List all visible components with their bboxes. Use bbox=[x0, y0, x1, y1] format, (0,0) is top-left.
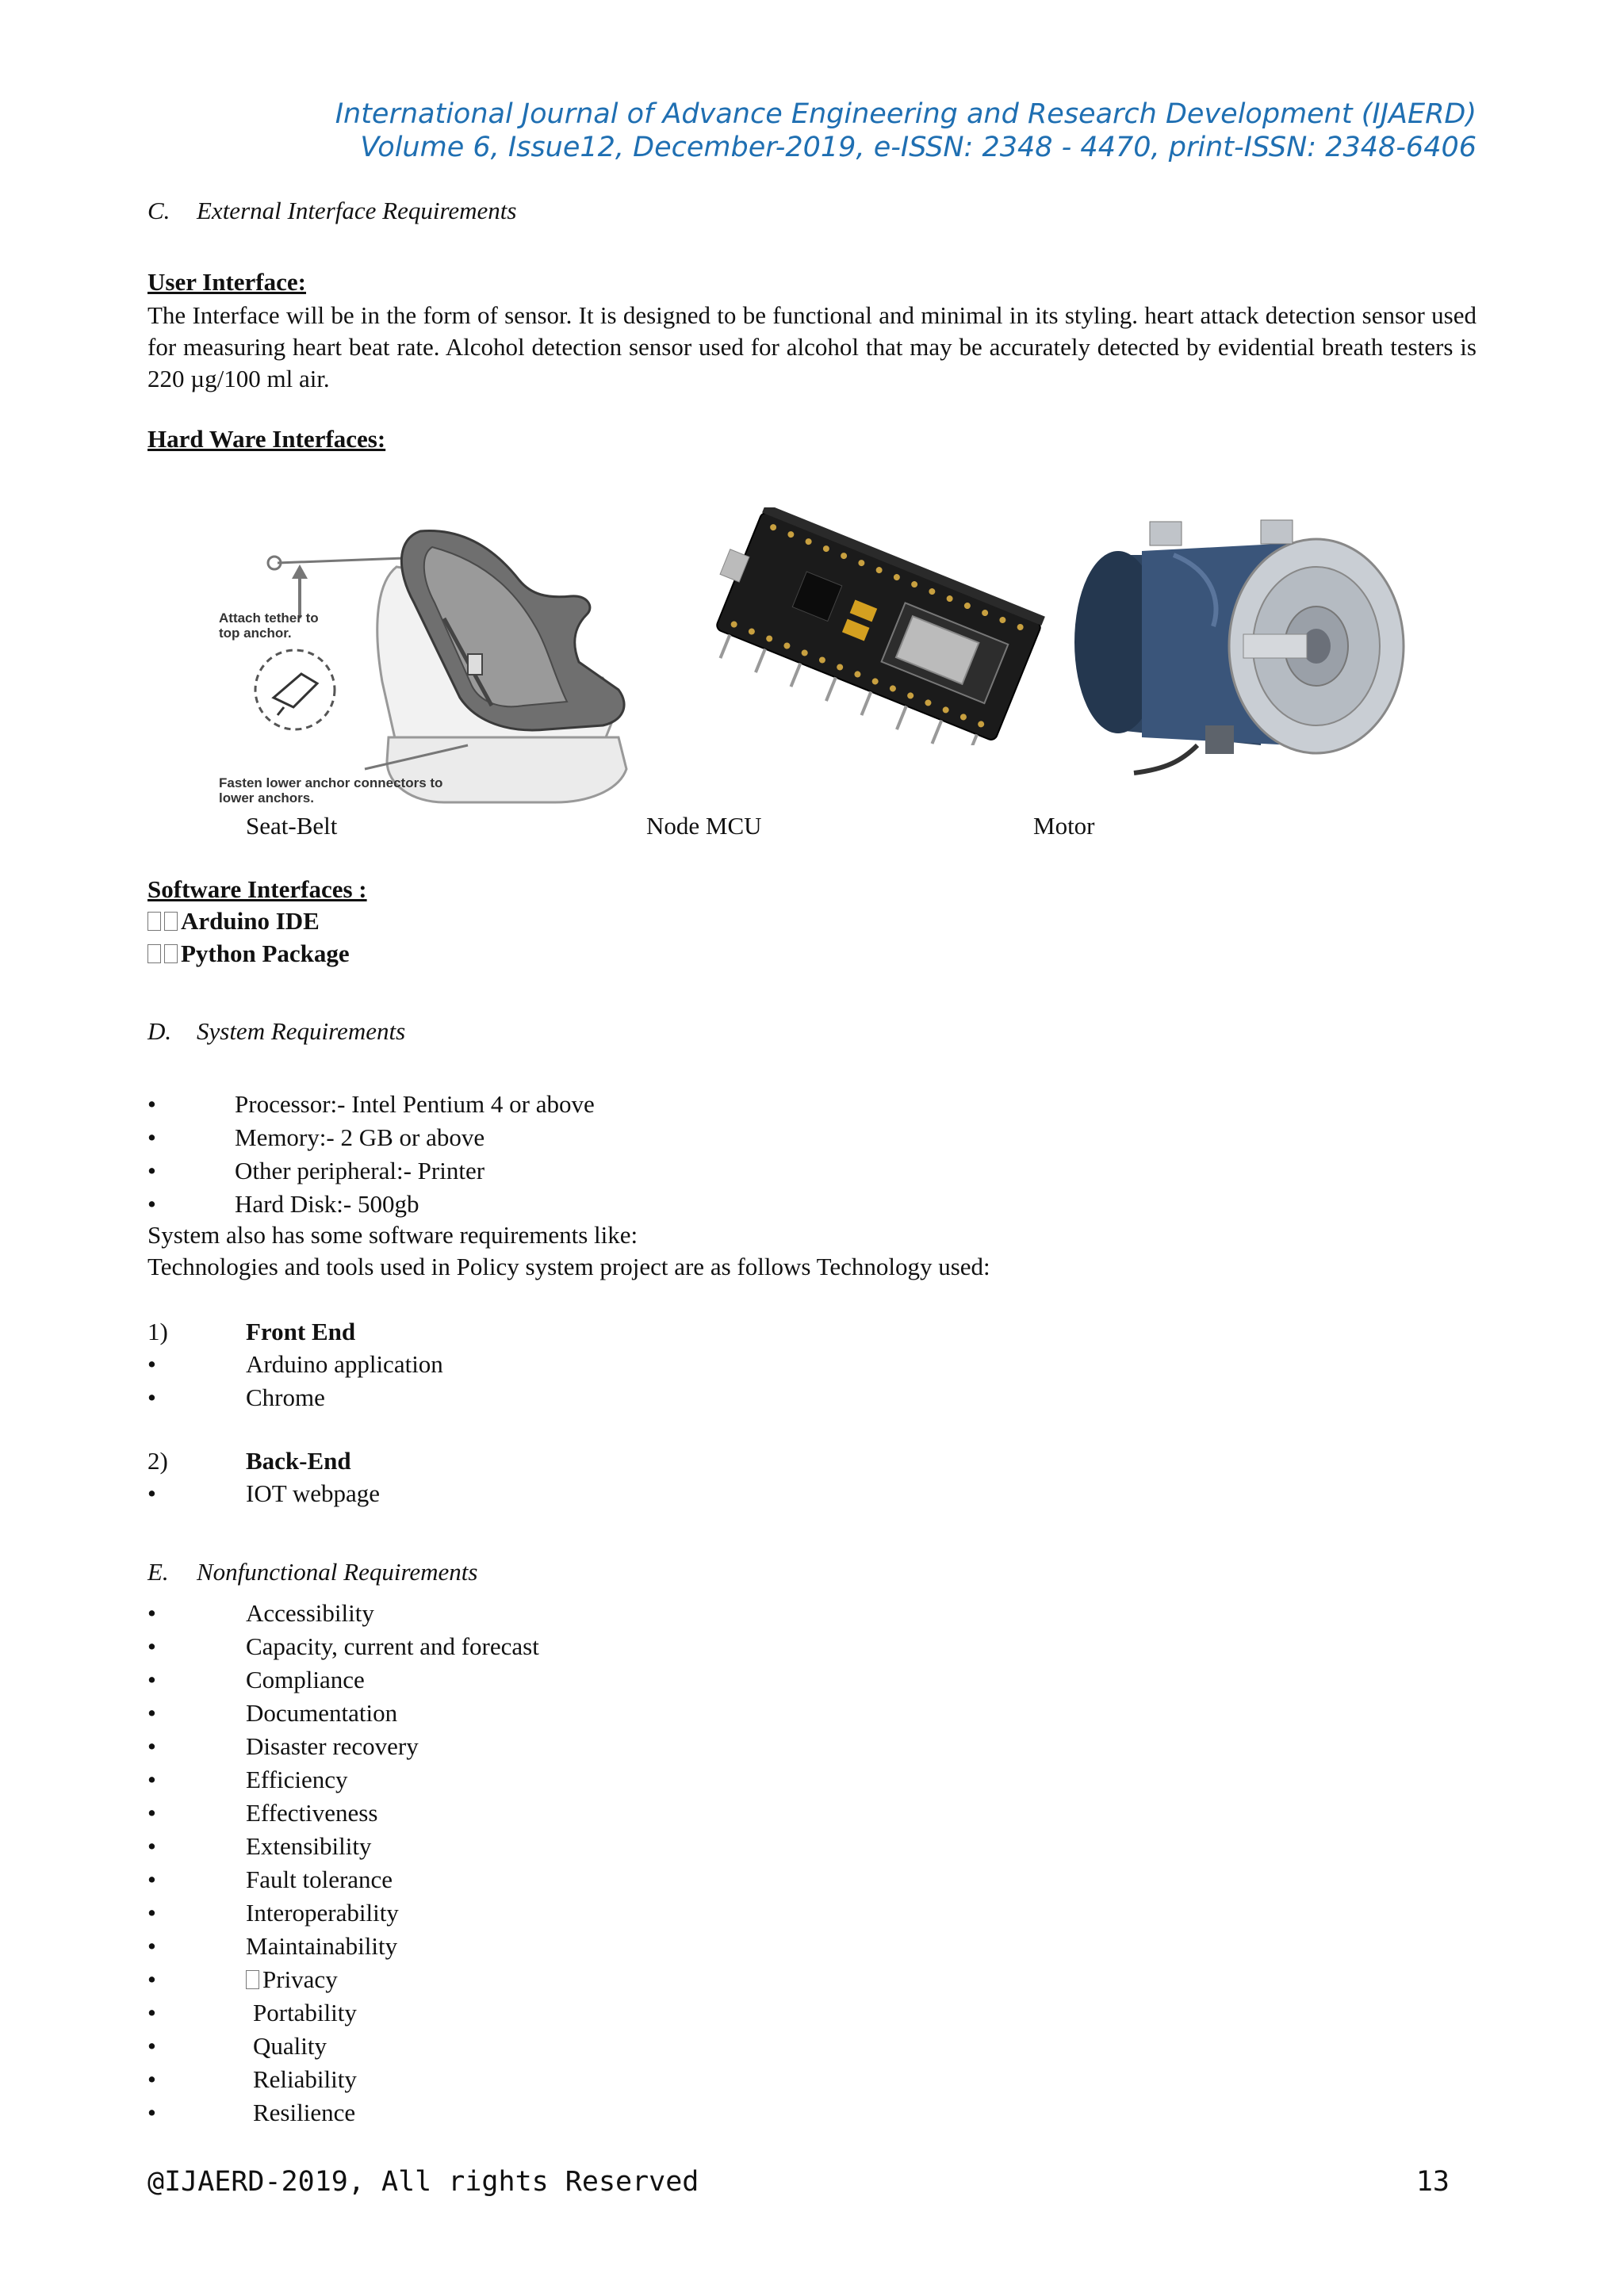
system-text-1: System also has some software requirements like: bbox=[147, 1221, 638, 1249]
list-item: • Disaster recovery bbox=[147, 1732, 419, 1760]
section-c-title: External Interface Requirements bbox=[197, 197, 517, 224]
missing-glyph-icon bbox=[246, 1970, 259, 1989]
list-item: • Chrome bbox=[147, 1383, 325, 1411]
list-item: • Extensibility bbox=[147, 1832, 372, 1860]
list-item: • IOT webpage bbox=[147, 1479, 381, 1507]
seat-note-top: Attach tether to top anchor. bbox=[219, 610, 319, 641]
list-item: • Resilience bbox=[147, 2099, 356, 2126]
section-e-heading bbox=[147, 1558, 477, 1586]
list-item: • Privacy bbox=[147, 1965, 338, 1993]
list-item: • Fault tolerance bbox=[147, 1866, 393, 1893]
section-e-number: E. bbox=[147, 1558, 169, 1586]
back-end-heading: 2) Back-End bbox=[147, 1447, 351, 1475]
user-interface-heading: User Interface: bbox=[147, 268, 306, 296]
seat-belt-image bbox=[206, 507, 650, 809]
list-item: • Quality bbox=[147, 2032, 327, 2060]
missing-glyph-icon bbox=[164, 944, 178, 963]
caption-seat-belt: Seat-Belt bbox=[246, 812, 338, 840]
section-c-number: C. bbox=[147, 197, 170, 224]
list-item: • Arduino application bbox=[147, 1350, 443, 1378]
caption-motor: Motor bbox=[1033, 812, 1095, 840]
section-d-number: D. bbox=[147, 1017, 172, 1045]
motor-image bbox=[1055, 507, 1411, 777]
missing-glyph-icon bbox=[164, 912, 178, 931]
list-item: • Hard Disk:- 500gb bbox=[147, 1190, 419, 1218]
section-e-title: Nonfunctional Requirements bbox=[197, 1558, 478, 1586]
missing-glyph-icon bbox=[147, 944, 161, 963]
hardware-interfaces-heading: Hard Ware Interfaces: bbox=[147, 425, 386, 453]
software-interfaces-heading: Software Interfaces : bbox=[147, 875, 367, 903]
missing-glyph-icon bbox=[147, 912, 161, 931]
list-item: • Memory:- 2 GB or above bbox=[147, 1123, 485, 1151]
caption-node-mcu: Node MCU bbox=[646, 812, 762, 840]
software-item: Python Package bbox=[147, 939, 350, 968]
section-c-heading bbox=[147, 197, 516, 225]
list-item: • Portability bbox=[147, 1999, 357, 2026]
list-item: • Compliance bbox=[147, 1666, 365, 1693]
list-item: • Reliability bbox=[147, 2065, 357, 2093]
list-item: • Interoperability bbox=[147, 1899, 399, 1927]
list-item: • Documentation bbox=[147, 1699, 398, 1727]
user-interface-paragraph: The Interface will be in the form of sensor. It is designed to be functional and minimal in its styling. heart attack detection sensor used for measuring heart beat rate. Alcohol detection sensor used for alcohol that may be accurately detected by evidential breath testers is 220 µg/100 ml air. bbox=[147, 301, 1477, 392]
page-number: 13 bbox=[1415, 2166, 1450, 2198]
section-d-heading bbox=[147, 1017, 405, 1046]
journal-title: International Journal of Advance Engineering and Research Development (IJAERD) bbox=[335, 98, 1477, 130]
software-item: Arduino IDE bbox=[147, 907, 320, 936]
node-mcu-image bbox=[696, 507, 1061, 745]
system-text-2: Technologies and tools used in Policy system project are as follows Technology used: bbox=[147, 1253, 990, 1280]
list-item: • Maintainability bbox=[147, 1932, 398, 1960]
list-item: • Capacity, current and forecast bbox=[147, 1632, 539, 1660]
section-d-title: System Requirements bbox=[197, 1017, 406, 1045]
front-end-heading: 1) Front End bbox=[147, 1318, 356, 1345]
list-item: • Efficiency bbox=[147, 1766, 348, 1793]
list-item: • Processor:- Intel Pentium 4 or above bbox=[147, 1090, 595, 1118]
seat-note-bottom: Fasten lower anchor connectors to lower anchors. bbox=[219, 775, 443, 806]
footer-copyright: @IJAERD-2019, All rights Reserved bbox=[147, 2166, 699, 2198]
list-item: • Effectiveness bbox=[147, 1799, 378, 1827]
journal-volume: Volume 6, Issue12, December-2019, e-ISSN: 2348 - 4470, print-ISSN: 2348-6406 bbox=[360, 132, 1477, 163]
list-item: • Accessibility bbox=[147, 1599, 374, 1627]
list-item: • Other peripheral:- Printer bbox=[147, 1157, 485, 1184]
